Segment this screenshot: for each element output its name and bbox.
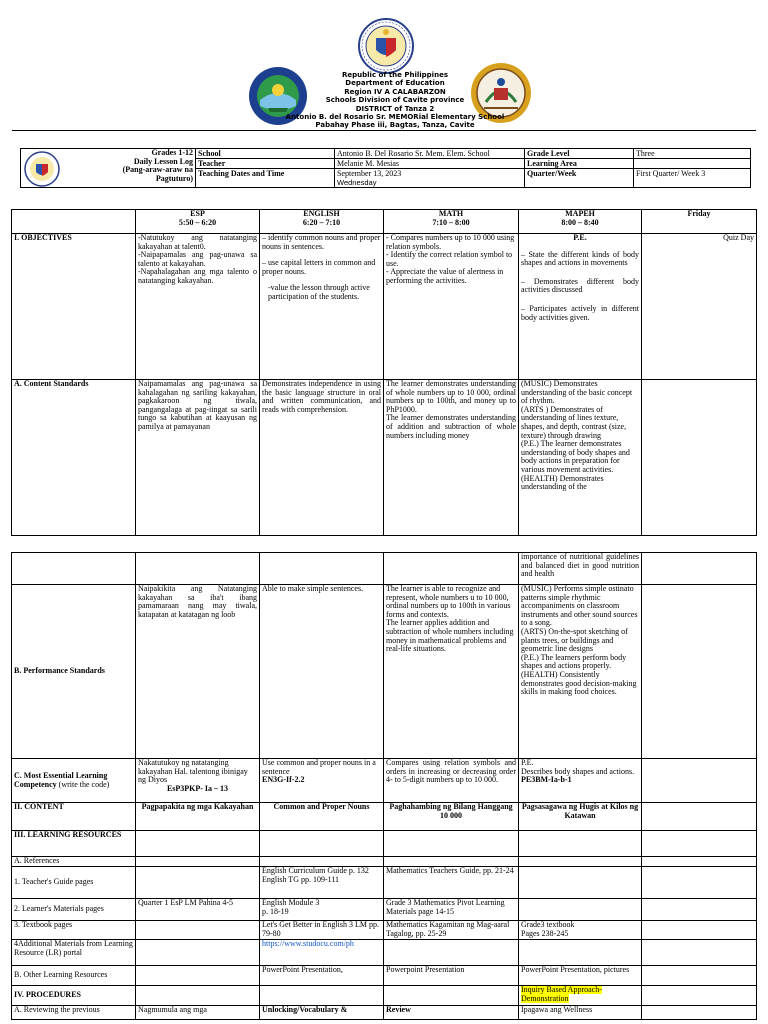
performance-standards-label: B. Performance Standards (12, 585, 136, 759)
tb-math: Mathematics Kagamitan ng Mag-aaral Tagalog, pp. 25-29 (384, 921, 519, 940)
deped-seal-icon (358, 18, 414, 74)
additional-materials-label: 4Additional Materials from Learning Resource (LR) portal (12, 940, 136, 966)
dates-label: Teaching Dates and Time (196, 169, 335, 188)
grade-level-label: Grade Level (525, 149, 634, 159)
empty-cell (136, 867, 260, 899)
empty-cell (519, 867, 642, 899)
header-line: Schools Division of Cavite province (325, 96, 465, 105)
tg-english: English Curriculum Guide p. 132 English TG pp. 109-111 (260, 867, 384, 899)
melc-english (260, 759, 384, 803)
performance-esp: Naipakikita ang Natatanging kakayahan sa iba't ibang pamamaraan nang may tiwala, katapatan at katatagan ng loob (136, 585, 260, 759)
empty-cell (260, 986, 384, 1006)
melc-esp (136, 759, 260, 803)
day-text: Wednesday (337, 178, 377, 187)
subject-header-math (384, 210, 519, 234)
standard-item: The learner applies addition and subtraction of whole numbers including money in mathematical problems and real-life situations. (386, 618, 514, 654)
subject-time: 7:10 – 8:00 (432, 217, 470, 227)
empty-cell (519, 899, 642, 921)
empty-cell (642, 940, 757, 966)
subject-name: MAPEH (565, 209, 595, 218)
tg-pages-label: 1. Teacher's Guide pages (12, 867, 136, 899)
empty-cell (384, 831, 519, 857)
objective-item: -value the lesson through active participation of the students. (268, 283, 370, 301)
empty-cell (260, 857, 384, 867)
lm-pages-label: 2. Learner's Materials pages (12, 899, 136, 921)
content-english: Common and Proper Nouns (260, 803, 384, 831)
teacher-value: Melanie M. Mesias (335, 159, 525, 169)
other-mapeh: PowerPoint Presentation, pictures (519, 966, 642, 986)
tb-mapeh: Grade3 textbook Pages 238-245 (519, 921, 642, 940)
additional-english (260, 940, 384, 966)
content-standards-label: A. Content Standards (12, 380, 136, 536)
learning-area-label: Learning Area (525, 159, 634, 169)
quarter-label: Quarter/Week (525, 169, 634, 188)
school-label: School (196, 149, 335, 159)
procedures-mapeh (519, 986, 642, 1006)
empty-cell (136, 831, 260, 857)
header-blank-cell (12, 210, 136, 234)
other-resources-label: B. Other Learning Resources (12, 966, 136, 986)
empty-cell (519, 831, 642, 857)
content-standards-english: Demonstrates independence in using the basic language structure in oral and written communication, and reads with comprehension. (260, 380, 384, 536)
objectives-mapeh (519, 234, 642, 380)
empty-cell (642, 899, 757, 921)
header-line: Department of Education (345, 79, 445, 88)
subject-header-esp (136, 210, 260, 234)
empty-cell (642, 986, 757, 1006)
content-math: Paghahambing ng Bilang Hanggang 10 000 (384, 803, 519, 831)
subject-header-english (260, 210, 384, 234)
melc-code: EsP3PKP- Ia – 13 (166, 783, 229, 793)
standard-item: The learner demonstrates understanding of whole numbers up to 10 000, ordinal numbers up to 100th, and money up to PhP1000. (386, 379, 516, 414)
other-math: Powerpoint Presentation (384, 966, 519, 986)
content-esp: Pagpapakita ng mga Kakayahan (136, 803, 260, 831)
continued-blank (136, 553, 260, 585)
continued-blank (260, 553, 384, 585)
content-label: II. CONTENT (12, 803, 136, 831)
content-friday (642, 803, 757, 831)
empty-cell (642, 857, 757, 867)
melc-text: Nakatutukoy ng natatanging kakayahan Hal. talentong ibinigay ng Diyos (138, 758, 248, 785)
melc-code: PE3BM-Ia-b-1 (521, 775, 572, 785)
empty-cell (642, 966, 757, 986)
subject-time: 6:20 – 7:10 (302, 217, 341, 227)
learning-area-value (634, 159, 751, 169)
continued-blank (12, 553, 136, 585)
content-standards-esp: Naipamamalas ang pag-unawa sa kahalagahan ng sariling kakayahan, pagkakaroon ng tiwala, pangangalaga at pag-iingat sa sarili tungo sa kabutihan at kaayusan ng pamilya at pamayanan (136, 380, 260, 536)
dll-title-cell (21, 149, 196, 188)
empty-cell (136, 857, 260, 867)
objectives-english (260, 234, 384, 380)
textbook-pages-label: 3. Textbook pages (12, 921, 136, 940)
quarter-value: First Quarter/ Week 3 (634, 169, 751, 188)
melc-math: Compares using relation symbols and orders in increasing or decreasing order 4- to 5-digit numbers up to 10 000. (384, 759, 519, 803)
dates-value (335, 169, 525, 188)
subject-time: 5:50 – 6:20 (178, 217, 217, 227)
performance-english: Able to make simple sentences. (260, 585, 384, 759)
content-standards-math (384, 380, 519, 536)
lm-math: Grade 3 Mathematics Pivot Learning Materials page 14-15 (384, 899, 519, 921)
continued-blank (642, 553, 757, 585)
standard-item: The learner demonstrates understanding of addition and subtraction of whole numbers including money (386, 413, 516, 440)
subject-name: ESP (190, 209, 205, 218)
header-line: Region IV A CALABARZON (344, 87, 446, 96)
empty-cell (136, 966, 260, 986)
reviewing-esp: Nagmumula ang mga (136, 1006, 260, 1020)
objective-item: – Demonstrates different body activities discussed (521, 276, 639, 295)
empty-cell (519, 857, 642, 867)
reviewing-english: Unlocking/Vocabulary & (260, 1006, 384, 1020)
melc-text: P.E. Describes body shapes and actions. (521, 758, 635, 776)
melc-mapeh (519, 759, 642, 803)
empty-cell (384, 986, 519, 1006)
references-label: A. References (12, 857, 136, 867)
subject-header-mapeh (519, 210, 642, 234)
lesson-info-table (20, 148, 751, 188)
empty-cell (384, 857, 519, 867)
reviewing-label: A. Reviewing the previous (12, 1006, 136, 1020)
empty-cell (260, 831, 384, 857)
objective-item: – use capital letters in common and proper nouns. (262, 258, 376, 276)
header-text-block (280, 71, 510, 130)
reviewing-math: Review (384, 1006, 519, 1020)
empty-cell (642, 921, 757, 940)
dll-title-line: Grades 1-12 (151, 148, 193, 157)
standard-item: The learner is able to recognize and represent, whole numbers u to 10 000, ordinal numbers up to 100th in various forms and contexts. (386, 584, 511, 619)
grade-level-value: Three (634, 149, 751, 159)
highlighted-approach: Inquiry Based Approach-Demonstration (521, 985, 602, 1003)
objectives-label: I. OBJECTIVES (12, 234, 136, 380)
performance-friday (642, 585, 757, 759)
performance-math (384, 585, 519, 759)
continued-blank (384, 553, 519, 585)
performance-mapeh: (MUSIC) Performs simple ostinato patterns simple rhythmic accompaniments on classroom instruments and other sound sources to a song. (ARTS) On-the-spot sketching of plants trees, or buildings and geometric line designs (P.E.) The learners perform body shapes and actions properly. (HEALTH) Consistently demonstrates good decision-making skills in making food choices. (519, 585, 642, 759)
melc-label-cell (12, 759, 136, 803)
subject-name: MATH (438, 209, 464, 218)
content-standards-mapeh-cont: importance of nutritional guidelines and balanced diet in good nutrition and health (519, 553, 642, 585)
lesson-table-part-2 (11, 552, 757, 1020)
studocu-link[interactable]: https://www.studocu.com/ph (262, 939, 354, 948)
empty-cell (384, 940, 519, 966)
empty-cell (136, 986, 260, 1006)
subject-name: ENGLISH (303, 209, 340, 218)
header-line: DISTRICT of Tanza 2 (355, 104, 435, 113)
header-divider (12, 130, 756, 131)
content-standards-mapeh: (MUSIC) Demonstrates understanding of the basic concept of rhythm. (ARTS ) Demonstrates of understanding of lines texture, shapes, and depth, contrast (size, texture) through drawing (P.E.) The learner demonstrates understanding of body shapes and body actions in preparation for various movement activities. (HEALTH) Demonstrates understanding of the (519, 380, 642, 536)
objectives-friday: Quiz Day (642, 234, 757, 380)
header-line: Antonio B. del Rosario Sr. MEMORial Elementary School (285, 113, 505, 122)
date-text: September 13, 2023 (337, 169, 402, 178)
empty-cell (136, 940, 260, 966)
procedures-label: IV. PROCEDURES (12, 986, 136, 1006)
teacher-label: Teacher (196, 159, 335, 169)
document-header (0, 0, 768, 135)
dll-title-line: Daily Lesson Log (133, 156, 193, 166)
melc-label: C. Most Essential Learning Competency (14, 770, 108, 789)
dll-title-line: Pagtuturo) (155, 173, 193, 183)
lesson-table-part-1 (11, 209, 757, 536)
school-value: Antonio B. Del Rosario Sr. Mem. Elem. School (335, 149, 525, 159)
objective-item: – identify common nouns and proper nouns in sentences. (262, 233, 381, 251)
reviewing-mapeh: Ipagawa ang Wellness (519, 1006, 642, 1020)
lm-english: English Module 3 p. 18-19 (260, 899, 384, 921)
content-standards-friday (642, 380, 757, 536)
objectives-esp: -Natutukoy ang natatanging kakayahan at talent0. -Naipapamalas ang pag-unawa sa talento at kakayahan. -Napahalagahan ang mga talento o natatanging kakayahan. (136, 234, 260, 380)
empty-cell (519, 940, 642, 966)
empty-cell (642, 1006, 757, 1020)
objectives-math: - Compares numbers up to 10 000 using relation symbols. - Identify the correct relation symbol to use. - Appreciate the value of alertness in performing the activities. (384, 234, 519, 380)
lm-esp: Quarter 1 EsP LM Pahina 4-5 (136, 899, 260, 921)
deped-small-seal-icon (24, 151, 60, 187)
empty-cell (642, 831, 757, 857)
empty-cell (136, 921, 260, 940)
other-english: PowerPoint Presentation, (260, 966, 384, 986)
subject-time: 8:00 – 8:40 (561, 217, 599, 227)
learning-resources-label: III. LEARNING RESOURCES (12, 831, 136, 857)
melc-text: Use common and proper nouns in a sentence (262, 758, 376, 776)
melc-label-note: (write the code) (56, 779, 110, 789)
objective-item: – Participates actively in different body activities given. (521, 303, 639, 322)
objective-item: – State the different kinds of body shapes and actions in movements (521, 249, 639, 268)
tg-math: Mathematics Teachers Guide, pp. 21-24 (384, 867, 519, 899)
header-line: Pabahay Phase iii, Bagtas, Tanza, Cavite (315, 121, 475, 130)
melc-friday (642, 759, 757, 803)
mapeh-pe-heading: P.E. (573, 233, 587, 242)
subject-header-friday (642, 210, 757, 234)
tb-english: Let's Get Better in English 3 LM pp. 79-80 (260, 921, 384, 940)
empty-cell (642, 867, 757, 899)
subject-name: Friday (687, 209, 711, 218)
header-line: Republic of the Philippines (342, 71, 448, 79)
content-mapeh: Pagsasagawa ng Hugis at Kilos ng Katawan (519, 803, 642, 831)
dll-title-line: (Pang-araw-araw na (122, 165, 193, 175)
melc-code: EN3G-If-2.2 (262, 775, 305, 785)
